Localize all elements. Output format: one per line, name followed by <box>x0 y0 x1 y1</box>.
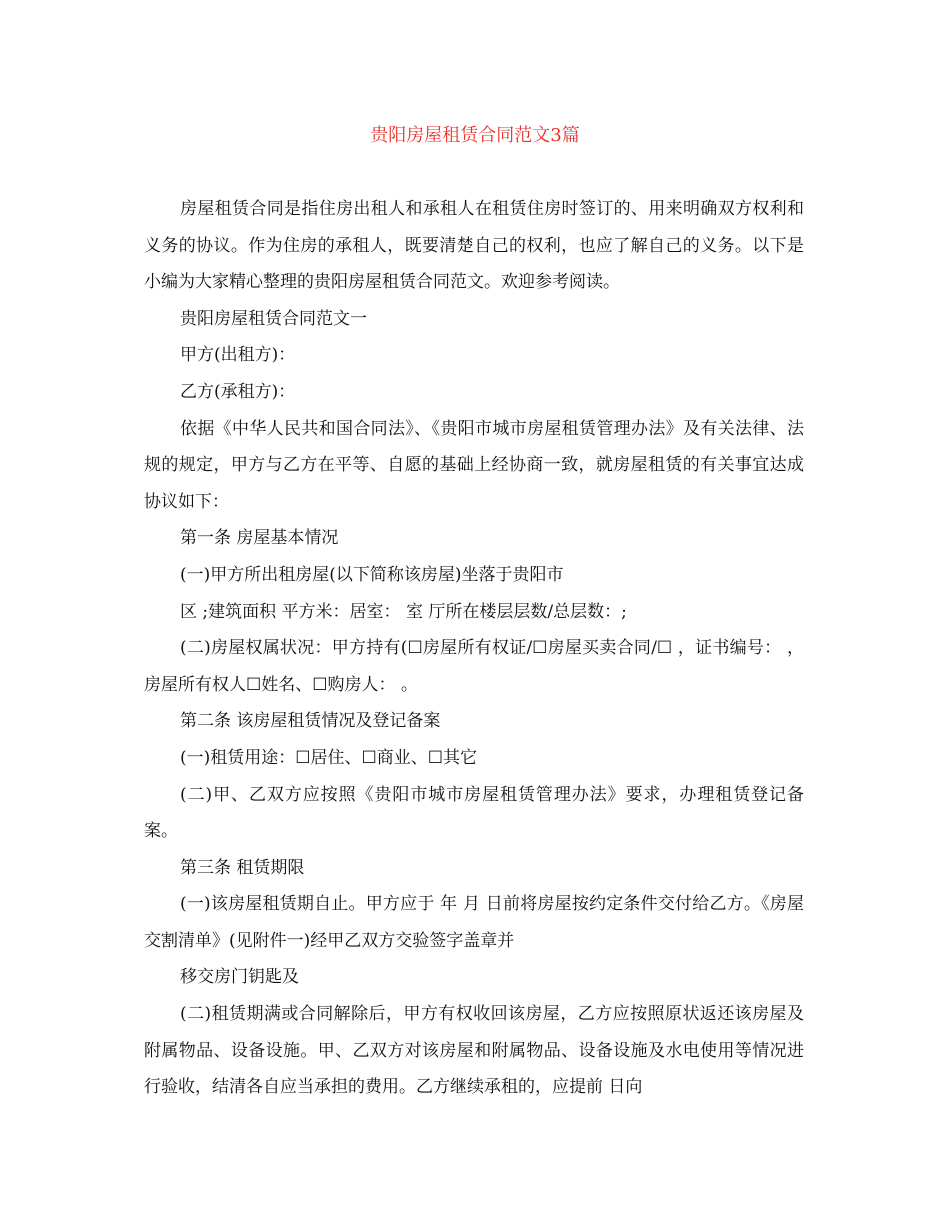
clause-paragraph: (二)房屋权属状况：甲方持有(☐房屋所有权证/☐房屋买卖合同/☐ ，证书编号： ，房屋所有权人☐姓名、☐购房人： 。 <box>144 638 804 695</box>
clause-paragraph: (一)甲方所出租房屋(以下简称该房屋)坐落于贵阳市 <box>180 564 564 585</box>
document-body <box>144 191 804 1106</box>
clause-paragraph: 移交房门钥匙及 <box>180 967 299 988</box>
clause-paragraph: (一)租赁用途：☐居住、☐商业、☐其它 <box>180 747 477 768</box>
clause-paragraph: 区 ;建筑面积 平方米：居室： 室 厅所在楼层层数/总层数：; <box>180 601 627 622</box>
clause-paragraph: (二)甲、乙双方应按照《贵阳市城市房屋租赁管理办法》要求，办理租赁登记备案。 <box>144 784 804 842</box>
article-heading: 第三条 租赁期限 <box>180 857 305 878</box>
clause-paragraph: (二)租赁期满或合同解除后，甲方有权收回该房屋，乙方应按照原状返还该房屋及附属物品、设备设施。甲、乙双方对该房屋和附属物品、设备设施及水电使用等情况进行验收，结清各自应当承担的费用。乙方继续承租的，应提前 日向 <box>144 1004 804 1098</box>
intro-paragraph: 房屋租赁合同是指住房出租人和承租人在租赁住房时签订的、用来明确双方权利和义务的协议。作为住房的承租人，既要清楚自己的权利，也应了解自己的义务。以下是小编为大家精心整理的贵阳房屋租赁合同范文。欢迎参考阅读。 <box>144 199 804 293</box>
party-b-line: 乙方(承租方)： <box>180 381 296 402</box>
party-a-line: 甲方(出租方)： <box>180 345 296 366</box>
article-heading: 第一条 房屋基本情况 <box>180 528 339 549</box>
document-title: 贵阳房屋租赁合同范文3篇 <box>370 125 580 146</box>
section-heading: 贵阳房屋租赁合同范文一 <box>180 308 367 329</box>
clause-paragraph: (一)该房屋租赁期自止。甲方应于 年 月 日前将房屋按约定条件交付给乙方。《房屋交割清单》(见附件一)经甲乙双方交验签字盖章并 <box>144 894 804 951</box>
article-heading: 第二条 该房屋租赁情况及登记备案 <box>180 711 441 732</box>
basis-paragraph: 依据《中华人民共和国合同法》、《贵阳市城市房屋租赁管理办法》及有关法律、法规的规定，甲方与乙方在平等、自愿的基础上经协商一致，就房屋租赁的有关事宜达成协议如下： <box>144 418 804 512</box>
